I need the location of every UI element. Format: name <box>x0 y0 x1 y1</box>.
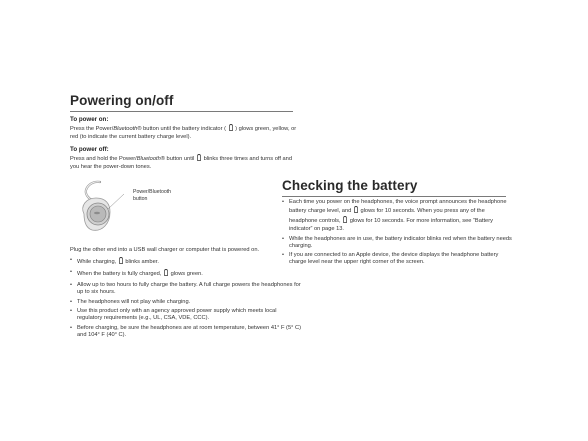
power-on-text: Press the Power/Bluetooth® button until the battery indicator ( ) glows green, yellow, or red (to indicate the current battery charge level). <box>70 126 297 141</box>
section-title-checking: Checking the battery <box>282 178 418 193</box>
battery-indicator-icon <box>197 154 201 164</box>
list-item: • Each time you power on the headphones, the voice prompt announces the headphone battery charge level, and glows for 10 seconds. When you press any of the headphone controls, glows for 10 seconds. For more information, see “Battery indicator” on page 13. <box>282 199 514 233</box>
list-item: • While the headphones are in use, the battery indicator blinks red when the battery needs charging. <box>282 236 514 250</box>
list-item: • Use this product only with an agency approved power supply which meets local regulatory requirements (e.g., UL, CSA, VDE, CCC). <box>70 308 302 322</box>
earbud-illustration <box>72 176 142 240</box>
list-item: • If you are connected to an Apple device, the device displays the headphone battery charge level near the upper right corner of the screen. <box>282 252 514 266</box>
battery-bullets <box>282 199 514 269</box>
battery-indicator-icon <box>343 216 347 226</box>
battery-indicator-icon <box>119 257 123 267</box>
heading-power-off: To power off: <box>70 146 109 153</box>
section-divider <box>282 196 506 197</box>
battery-indicator-icon <box>164 269 168 279</box>
charging-bullets <box>70 257 302 341</box>
heading-power-on: To power on: <box>70 116 109 123</box>
section-divider <box>70 111 293 112</box>
battery-indicator-icon <box>354 206 358 216</box>
battery-indicator-icon <box>229 124 233 134</box>
power-off-text: Press and hold the Power/Bluetooth® button until blinks three times and turns off and you hear the power-down tones. <box>70 156 292 171</box>
power-button-label: Power/Bluetooth button <box>133 189 172 202</box>
list-item: • When the battery is fully charged, glows green. <box>70 269 302 279</box>
list-item: • Before charging, be sure the headphones are at room temperature, between 41° F (5° C) and 104° F (40° C). <box>70 325 302 339</box>
list-item: • Allow up to two hours to fully charge the battery. A full charge powers the headphones for up to six hours. <box>70 282 302 296</box>
list-item: • While charging, blinks amber. <box>70 257 302 267</box>
list-item: • The headphones will not play while charging. <box>70 299 302 306</box>
charging-intro: Plug the other end into a USB wall charger or computer that is powered on. <box>70 247 260 253</box>
section-title-powering: Powering on/off <box>70 93 174 108</box>
